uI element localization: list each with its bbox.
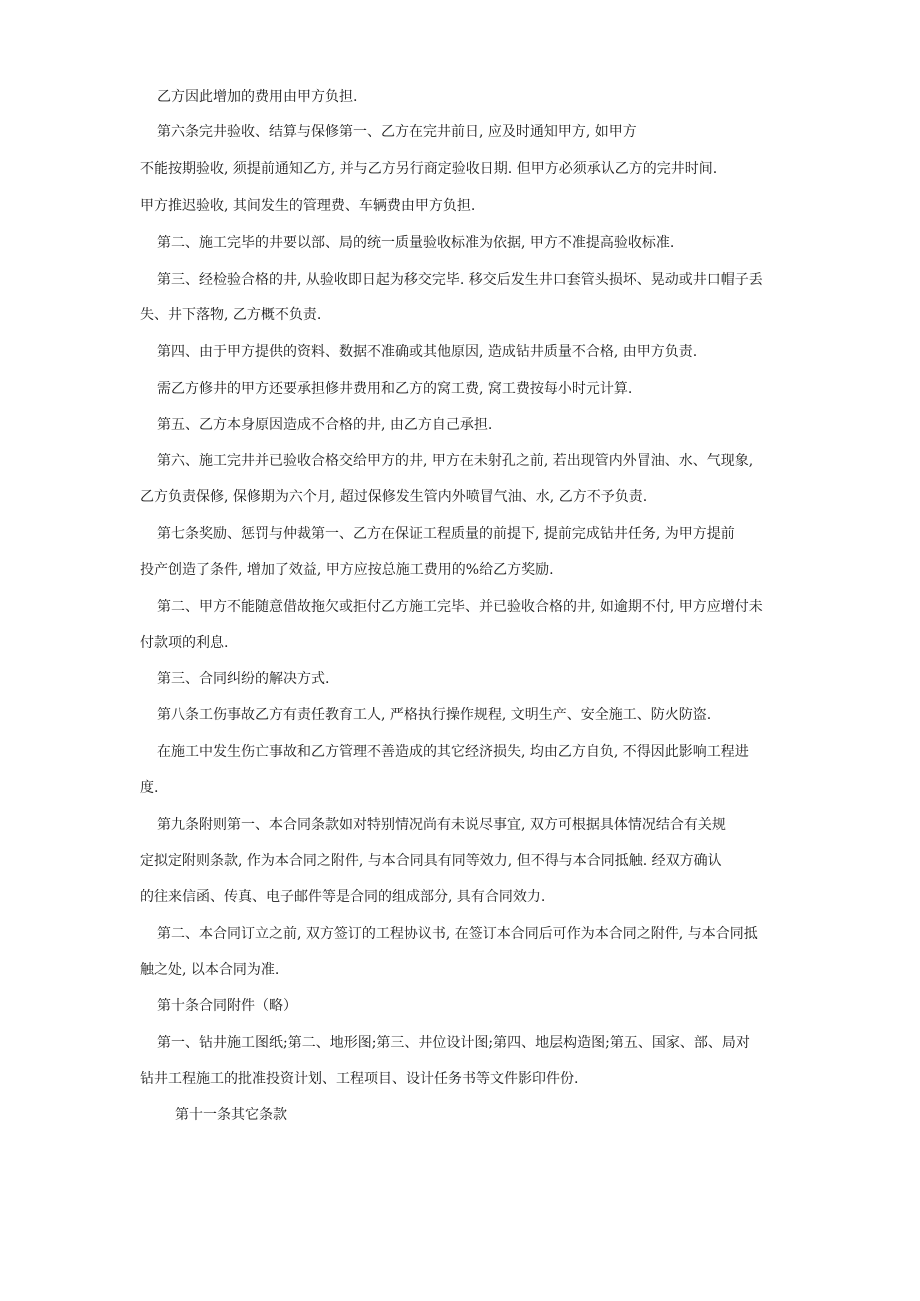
text-line: 的往来信函、传真、电子邮件等是合同的组成部分, 具有合同效力. — [140, 889, 546, 905]
text-line: 需乙方修井的甲方还要承担修井费用和乙方的窝工费, 窝工费按每小时元计算. — [157, 381, 633, 397]
text-line: 甲方推迟验收, 其间发生的管理费、车辆费由甲方负担. — [140, 198, 476, 214]
text-line: 第三、合同纠纷的解决方式. — [157, 671, 330, 687]
text-line: 在施工中发生伤亡事故和乙方管理不善造成的其它经济损失, 均由乙方自负, 不得因此影响工程进 — [157, 744, 749, 760]
text-line: 度. — [140, 780, 159, 796]
text-line: 付款项的利息. — [140, 635, 229, 651]
text-line: 第四、由于甲方提供的资料、数据不准确或其他原因, 造成钻井质量不合格, 由甲方负责. — [157, 344, 698, 360]
text-line: 乙方负责保修, 保修期为六个月, 超过保修发生管内外喷冒气油、水, 乙方不予负责. — [140, 489, 648, 505]
text-line: 第二、甲方不能随意借故拖欠或拒付乙方施工完毕、并已验收合格的井, 如逾期不付, 甲方应增付未 — [157, 599, 763, 615]
text-line: 第十条合同附件（略） — [157, 998, 297, 1014]
text-line: 第九条附则第一、本合同条款如对特别情况尚有未说尽事宜, 双方可根据具体情况结合有关规 — [157, 817, 726, 833]
text-line: 第六、施工完井并已验收合格交给甲方的井, 甲方在未射孔之前, 若出现管内外冒油、水、气现象, — [157, 453, 754, 469]
text-line: 第十一条其它条款 — [175, 1107, 287, 1123]
text-line: 定拟定附则条款, 作为本合同之附件, 与本合同具有同等效力, 但不得与本合同抵触. 经双方确认 — [140, 853, 722, 869]
text-line: 第一、钻井施工图纸;第二、地形图;第三、井位设计图;第四、地层构造图;第五、国家、部、局对 — [157, 1035, 750, 1051]
text-line: 钻井工程施工的批准投资计划、工程项目、设计任务书等文件影印件份. — [140, 1071, 579, 1087]
text-line: 第三、经检验合格的井, 从验收即日起为移交完毕. 移交后发生井口套管头损坏、晃动或井口帽子丢 — [157, 272, 763, 288]
text-line: 触之处, 以本合同为准. — [140, 962, 280, 978]
text-line: 第二、施工完毕的井要以部、局的统一质量验收标准为依据, 甲方不准提高验收标准. — [157, 235, 675, 251]
text-line: 不能按期验收, 须提前通知乙方, 并与乙方另行商定验收日期. 但甲方必须承认乙方的完井时间. — [140, 161, 718, 177]
text-line: 第六条完井验收、结算与保修第一、乙方在完井前日, 应及时通知甲方, 如甲方 — [157, 124, 637, 140]
text-line: 第八条工伤事故乙方有责任教育工人, 严格执行操作规程, 文明生产、安全施工、防火防盗. — [157, 707, 712, 723]
text-line: 失、井下落物, 乙方概不负责. — [140, 307, 322, 323]
text-line: 乙方因此增加的费用由甲方负担. — [157, 89, 358, 105]
text-line: 第七条奖励、惩罚与仲裁第一、乙方在保证工程质量的前提下, 提前完成钻井任务, 为甲方提前 — [157, 526, 735, 542]
text-line: 第二、本合同订立之前, 双方签订的工程协议书, 在签订本合同后可作为本合同之附件, 与本合同抵 — [157, 926, 758, 942]
text-line: 投产创造了条件, 增加了效益, 甲方应按总施工费用的%给乙方奖励. — [140, 562, 554, 578]
text-line: 第五、乙方本身原因造成不合格的井, 由乙方自己承担. — [157, 417, 493, 433]
